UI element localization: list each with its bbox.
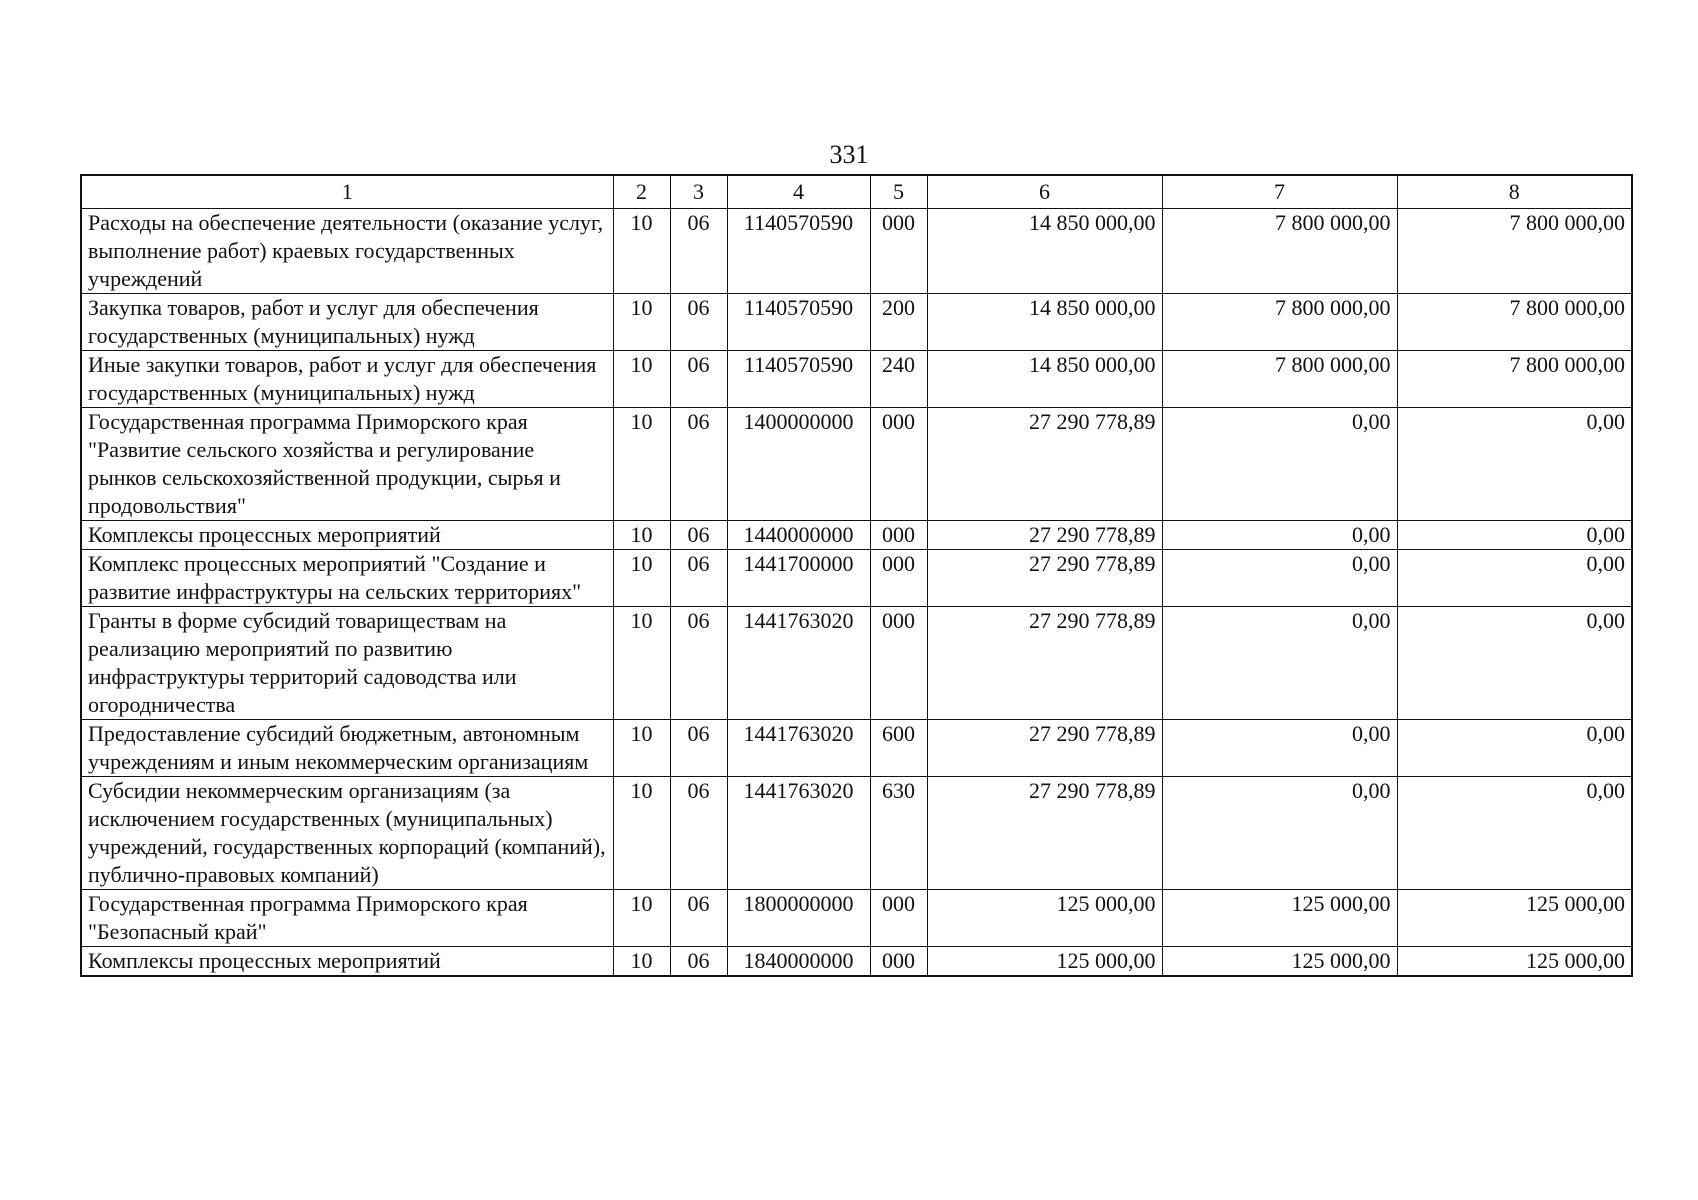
section-code-cell: 10 [613,550,670,607]
section-code-cell: 10 [613,720,670,777]
page-number: 331 [829,140,869,169]
subsection-code-cell: 06 [670,351,727,408]
target-article-cell: 1140570590 [727,209,870,294]
section-code-cell: 10 [613,351,670,408]
amount-col7-cell: 7 800 000,00 [1162,294,1397,351]
expense-type-cell: 000 [870,521,927,550]
table-row [81,351,1632,408]
row-name-cell: Комплексы процессных мероприятий [81,521,613,550]
row-name-cell: Субсидии некоммерческим организациям (за исключением государственных (муниципальных) учреждений, государственных корпораций (компаний), публично-правовых компаний) [81,777,613,890]
table-row [81,890,1632,947]
section-code-cell: 10 [613,947,670,977]
amount-col7-cell: 0,00 [1162,720,1397,777]
section-code-cell: 10 [613,890,670,947]
amount-col7-cell: 7 800 000,00 [1162,351,1397,408]
amount-col7-cell: 0,00 [1162,777,1397,890]
target-article-cell: 1441763020 [727,607,870,720]
row-name-cell: Комплексы процессных мероприятий [81,947,613,977]
amount-col8-cell: 0,00 [1397,720,1632,777]
column-header-5: 5 [870,175,927,209]
column-header-7: 7 [1162,175,1397,209]
row-name-cell: Гранты в форме субсидий товариществам на реализацию мероприятий по развитию инфраструктуры территорий садоводства или огородничества [81,607,613,720]
row-name-cell: Закупка товаров, работ и услуг для обеспечения государственных (муниципальных) нужд [81,294,613,351]
amount-col8-cell: 125 000,00 [1397,947,1632,977]
amount-col6-cell: 125 000,00 [927,947,1162,977]
header-row [81,175,1632,209]
expense-type-cell: 000 [870,947,927,977]
column-header-4: 4 [727,175,870,209]
table-body [81,209,1632,977]
table-row [81,209,1632,294]
section-code-cell: 10 [613,294,670,351]
target-article-cell: 1441700000 [727,550,870,607]
subsection-code-cell: 06 [670,408,727,521]
subsection-code-cell: 06 [670,607,727,720]
row-name-cell: Предоставление субсидий бюджетным, автономным учреждениям и иным некоммерческим организациям [81,720,613,777]
column-header-6: 6 [927,175,1162,209]
section-code-cell: 10 [613,607,670,720]
column-header-1: 1 [81,175,613,209]
amount-col8-cell: 0,00 [1397,521,1632,550]
amount-col6-cell: 27 290 778,89 [927,720,1162,777]
row-name-cell: Расходы на обеспечение деятельности (оказание услуг, выполнение работ) краевых государственных учреждений [81,209,613,294]
amount-col7-cell: 7 800 000,00 [1162,209,1397,294]
subsection-code-cell: 06 [670,720,727,777]
expense-type-cell: 240 [870,351,927,408]
expense-type-cell: 000 [870,209,927,294]
section-code-cell: 10 [613,209,670,294]
amount-col8-cell: 0,00 [1397,777,1632,890]
row-name-cell: Иные закупки товаров, работ и услуг для обеспечения государственных (муниципальных) нужд [81,351,613,408]
subsection-code-cell: 06 [670,521,727,550]
section-code-cell: 10 [613,777,670,890]
target-article-cell: 1440000000 [727,521,870,550]
amount-col6-cell: 27 290 778,89 [927,777,1162,890]
table-row [81,550,1632,607]
budget-table [80,174,1633,977]
table-row [81,947,1632,977]
subsection-code-cell: 06 [670,294,727,351]
expense-type-cell: 630 [870,777,927,890]
target-article-cell: 1140570590 [727,351,870,408]
column-header-3: 3 [670,175,727,209]
table-row [81,607,1632,720]
column-header-8: 8 [1397,175,1632,209]
target-article-cell: 1800000000 [727,890,870,947]
amount-col8-cell: 7 800 000,00 [1397,209,1632,294]
table-row [81,408,1632,521]
amount-col8-cell: 7 800 000,00 [1397,294,1632,351]
amount-col6-cell: 27 290 778,89 [927,408,1162,521]
expense-type-cell: 600 [870,720,927,777]
expense-type-cell: 200 [870,294,927,351]
amount-col7-cell: 125 000,00 [1162,947,1397,977]
amount-col6-cell: 27 290 778,89 [927,550,1162,607]
expense-type-cell: 000 [870,890,927,947]
amount-col8-cell: 125 000,00 [1397,890,1632,947]
amount-col7-cell: 125 000,00 [1162,890,1397,947]
amount-col7-cell: 0,00 [1162,521,1397,550]
amount-col6-cell: 14 850 000,00 [927,209,1162,294]
amount-col8-cell: 0,00 [1397,607,1632,720]
table-row [81,777,1632,890]
amount-col8-cell: 7 800 000,00 [1397,351,1632,408]
amount-col7-cell: 0,00 [1162,607,1397,720]
row-name-cell: Государственная программа Приморского края "Безопасный край" [81,890,613,947]
expense-type-cell: 000 [870,607,927,720]
row-name-cell: Государственная программа Приморского края "Развитие сельского хозяйства и регулирование рынков сельскохозяйственной продукции, сырья и продовольствия" [81,408,613,521]
expense-type-cell: 000 [870,550,927,607]
section-code-cell: 10 [613,521,670,550]
subsection-code-cell: 06 [670,550,727,607]
row-name-cell: Комплекс процессных мероприятий "Создание и развитие инфраструктуры на сельских территориях" [81,550,613,607]
amount-col8-cell: 0,00 [1397,550,1632,607]
table-row [81,521,1632,550]
amount-col6-cell: 27 290 778,89 [927,607,1162,720]
amount-col7-cell: 0,00 [1162,408,1397,521]
table-row [81,720,1632,777]
column-header-2: 2 [613,175,670,209]
amount-col6-cell: 14 850 000,00 [927,351,1162,408]
amount-col6-cell: 27 290 778,89 [927,521,1162,550]
target-article-cell: 1400000000 [727,408,870,521]
subsection-code-cell: 06 [670,947,727,977]
target-article-cell: 1441763020 [727,777,870,890]
target-article-cell: 1840000000 [727,947,870,977]
amount-col6-cell: 125 000,00 [927,890,1162,947]
amount-col6-cell: 14 850 000,00 [927,294,1162,351]
amount-col8-cell: 0,00 [1397,408,1632,521]
amount-col7-cell: 0,00 [1162,550,1397,607]
target-article-cell: 1441763020 [727,720,870,777]
subsection-code-cell: 06 [670,777,727,890]
section-code-cell: 10 [613,408,670,521]
subsection-code-cell: 06 [670,209,727,294]
expense-type-cell: 000 [870,408,927,521]
target-article-cell: 1140570590 [727,294,870,351]
subsection-code-cell: 06 [670,890,727,947]
table-row [81,294,1632,351]
